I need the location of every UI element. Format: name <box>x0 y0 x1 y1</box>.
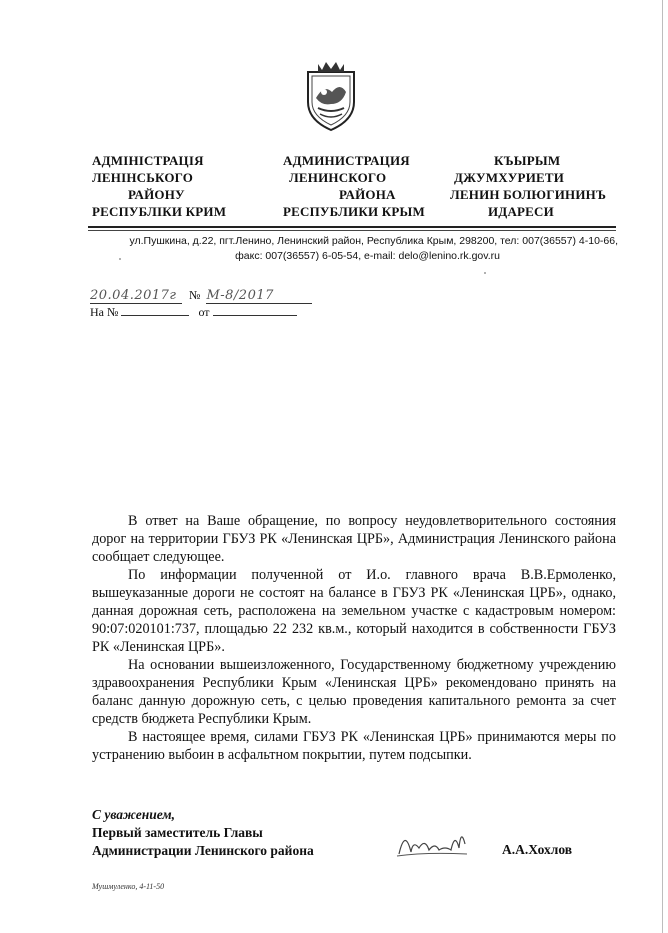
ref-date-blank <box>213 303 297 316</box>
header-russian <box>283 152 425 220</box>
ref-number-blank <box>121 303 189 316</box>
header-ua-line: АДМІНІСТРАЦІЯ <box>92 153 204 168</box>
scan-speck <box>119 258 121 260</box>
header-ct-line: ДЖУМХУРИЕТИ <box>454 170 565 185</box>
header-ct-line: КЪЫРЫМ <box>494 153 561 168</box>
header-ru-line: АДМИНИСТРАЦИЯ <box>283 153 410 168</box>
greeting: С уважением, <box>92 807 176 822</box>
header-divider-thin <box>88 230 616 231</box>
from-label: от <box>198 305 210 319</box>
header-ru-line: РЕСПУБЛИКИ КРЫМ <box>283 204 425 219</box>
body-paragraph: В ответ на Ваше обращение, по вопросу неудовлетворительного состояния дорог на территории ГБУЗ РК «Ленинская ЦРБ», Администрация Ленинского района сообщает следующее. <box>92 513 616 565</box>
header-ua-line: РЕСПУБЛІКИ КРИМ <box>92 204 227 219</box>
header-ukrainian <box>92 152 226 220</box>
letter-body <box>92 512 616 764</box>
signer-position: Первый заместитель Главы <box>92 825 263 840</box>
body-paragraph: По информации полученной от И.о. главного врача В.В.Ермоленко, вышеуказанные дороги не состоят на балансе в ГБУЗ РК «Ленинская ЦРБ», однако, данная дорожная сеть, расположена на земельном участке с кадастровым номером: 90:07:020101:737, площадью 22 232 кв.м., который находится в собственности ГБУЗ РК «Ленинская ЦРБ». <box>92 567 616 655</box>
body-paragraph: На основании вышеизложенного, Государственному бюджетному учреждению здравоохранения Республики Крым «Ленинская ЦРБ» рекомендовано принять на баланс данную дорожную сеть, с целью проведения капитального ремонта за счет средств бюджета Республики Крым. <box>92 657 616 727</box>
contact-fax-email: факс: 007(36557) 6-05-54, e-mail: delo@lenino.rk.gov.ru <box>235 250 500 262</box>
header-ua-line: РАЙОНУ <box>128 187 185 202</box>
header-crimean-tatar <box>450 152 606 220</box>
ref-label: На № <box>90 305 119 319</box>
header-ct-line: ЛЕНИН БОЛЮГИНИНЪ <box>450 187 607 202</box>
outgoing-number: М-8/2017 <box>206 288 312 304</box>
executor-note: Мушмуленко, 4-11-50 <box>92 882 165 891</box>
header-ru-line: ЛЕНИНСКОГО <box>289 170 387 185</box>
incoming-reference <box>90 303 297 320</box>
outgoing-registration <box>90 288 312 304</box>
header-divider <box>88 226 616 228</box>
header-ru-line: РАЙОНА <box>339 187 396 202</box>
page-edge <box>662 0 663 933</box>
outgoing-date: 20.04.2017г <box>90 288 182 304</box>
contact-address: ул.Пушкина, д.22, пгт.Ленино, Ленинский район, Республика Крым, 298200, тел: 007(36557) 4-10-66, <box>129 235 618 247</box>
scan-speck <box>484 272 486 274</box>
signer-name: А.А.Хохлов <box>502 842 573 857</box>
contact-info <box>88 234 618 264</box>
number-label: № <box>189 288 201 302</box>
signature-block <box>92 806 314 860</box>
header-ct-line: ИДАРЕСИ <box>488 204 554 219</box>
coat-of-arms-icon <box>300 58 362 132</box>
handwritten-signature <box>395 822 485 862</box>
signer-position-org: Администрации Ленинского района <box>92 843 314 858</box>
header-ua-line: ЛЕНІНСЬКОГО <box>92 170 194 185</box>
body-paragraph: В настоящее время, силами ГБУЗ РК «Ленинская ЦРБ» принимаются меры по устранению выбоин в асфальтном покрытии, путем подсыпки. <box>92 729 616 763</box>
